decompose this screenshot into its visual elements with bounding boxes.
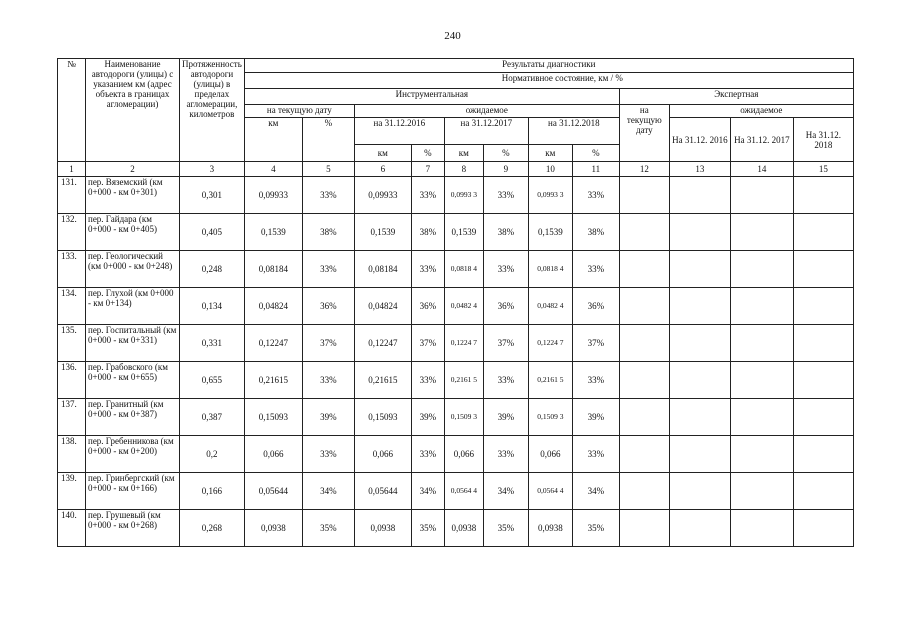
expert-empty-cell [730, 399, 793, 436]
pct-2018: 33% [572, 362, 619, 399]
road-name: пер. Гайдара (км 0+000 - км 0+405) [86, 214, 180, 251]
km-2016: 0,05644 [354, 473, 411, 510]
expert-empty-cell [669, 325, 730, 362]
pct-2017: 38% [483, 214, 528, 251]
expert-empty-cell [669, 436, 730, 473]
pct-current: 36% [302, 288, 354, 325]
header-pct-2017: % [483, 145, 528, 162]
table-row [58, 362, 854, 399]
pct-2018: 33% [572, 251, 619, 288]
table-row [58, 436, 854, 473]
km-2016: 0,15093 [354, 399, 411, 436]
road-name: пер. Геологический (км 0+000 - км 0+248) [86, 251, 180, 288]
pct-2017: 39% [483, 399, 528, 436]
km-current: 0,09933 [244, 177, 302, 214]
header-date-2017: на 31.12.2017 [444, 118, 528, 145]
road-name: пер. Гранитный (км 0+000 - км 0+387) [86, 399, 180, 436]
pct-current: 34% [302, 473, 354, 510]
road-name: пер. Гринбергский (км 0+000 - км 0+166) [86, 473, 180, 510]
km-current: 0,0938 [244, 510, 302, 547]
km-2017: 0,1509 3 [444, 399, 483, 436]
expert-empty-cell [619, 436, 669, 473]
pct-2018: 33% [572, 436, 619, 473]
table-row [58, 214, 854, 251]
col-number: 14 [730, 162, 793, 177]
table-row [58, 473, 854, 510]
col-number: 8 [444, 162, 483, 177]
expert-empty-cell [793, 177, 853, 214]
header-expert-expected: ожидаемое [669, 105, 853, 118]
pct-2016: 33% [411, 436, 444, 473]
header-pct: % [302, 118, 354, 162]
km-2017: 0,0993 3 [444, 177, 483, 214]
km-2017: 0,0564 4 [444, 473, 483, 510]
expert-empty-cell [669, 399, 730, 436]
km-2018: 0,0564 4 [528, 473, 572, 510]
pct-2017: 33% [483, 177, 528, 214]
km-2018: 0,2161 5 [528, 362, 572, 399]
header-km-2017: км [444, 145, 483, 162]
road-length: 0,301 [180, 177, 245, 214]
header-expert: Экспертная [619, 89, 853, 105]
pct-2018: 35% [572, 510, 619, 547]
km-2017: 0,1224 7 [444, 325, 483, 362]
pct-2016: 38% [411, 214, 444, 251]
km-2016: 0,1539 [354, 214, 411, 251]
row-number: 139. [58, 473, 86, 510]
expert-empty-cell [619, 473, 669, 510]
expert-empty-cell [793, 399, 853, 436]
pct-2016: 36% [411, 288, 444, 325]
header-km: км [244, 118, 302, 162]
km-2018: 0,0938 [528, 510, 572, 547]
km-2016: 0,08184 [354, 251, 411, 288]
expert-empty-cell [793, 251, 853, 288]
pct-2018: 36% [572, 288, 619, 325]
km-current: 0,21615 [244, 362, 302, 399]
km-2018: 0,066 [528, 436, 572, 473]
expert-empty-cell [619, 251, 669, 288]
road-length: 0,166 [180, 473, 245, 510]
pct-2018: 39% [572, 399, 619, 436]
pct-2016: 33% [411, 251, 444, 288]
header-instrumental: Инструментальная [244, 89, 619, 105]
expert-empty-cell [669, 362, 730, 399]
pct-2017: 37% [483, 325, 528, 362]
pct-2018: 34% [572, 473, 619, 510]
table-row [58, 177, 854, 214]
header-no: № [58, 59, 86, 162]
page-number: 240 [444, 30, 461, 42]
expert-empty-cell [793, 510, 853, 547]
col-number: 6 [354, 162, 411, 177]
pct-2017: 35% [483, 510, 528, 547]
header-exp-2018: На 31.12. 2018 [793, 118, 853, 162]
expert-empty-cell [669, 214, 730, 251]
km-2016: 0,21615 [354, 362, 411, 399]
col-number: 7 [411, 162, 444, 177]
km-current: 0,12247 [244, 325, 302, 362]
col-number: 13 [669, 162, 730, 177]
expert-empty-cell [730, 251, 793, 288]
road-length: 0,2 [180, 436, 245, 473]
header-date-2016: на 31.12.2016 [354, 118, 444, 145]
km-2017: 0,1539 [444, 214, 483, 251]
pct-2018: 37% [572, 325, 619, 362]
road-length: 0,405 [180, 214, 245, 251]
col-number: 10 [528, 162, 572, 177]
col-number: 12 [619, 162, 669, 177]
header-exp-2016: На 31.12. 2016 [669, 118, 730, 162]
pct-2016: 33% [411, 362, 444, 399]
road-name: пер. Гребенникова (км 0+000 - км 0+200) [86, 436, 180, 473]
expert-empty-cell [730, 362, 793, 399]
col-number: 15 [793, 162, 853, 177]
expert-empty-cell [669, 177, 730, 214]
pct-current: 37% [302, 325, 354, 362]
km-2016: 0,12247 [354, 325, 411, 362]
expert-empty-cell [730, 325, 793, 362]
pct-2017: 33% [483, 251, 528, 288]
km-2017: 0,0938 [444, 510, 483, 547]
km-2018: 0,1224 7 [528, 325, 572, 362]
road-length: 0,655 [180, 362, 245, 399]
expert-empty-cell [793, 436, 853, 473]
row-number: 134. [58, 288, 86, 325]
header-expected: ожидаемое [354, 105, 619, 118]
header-km-2016: км [354, 145, 411, 162]
pct-2016: 37% [411, 325, 444, 362]
pct-current: 33% [302, 251, 354, 288]
expert-empty-cell [619, 177, 669, 214]
col-number: 2 [86, 162, 180, 177]
table-row [58, 251, 854, 288]
expert-empty-cell [793, 288, 853, 325]
pct-2018: 33% [572, 177, 619, 214]
row-number: 131. [58, 177, 86, 214]
pct-2016: 33% [411, 177, 444, 214]
header-name: Наименование автодороги (улицы) с указанием км (адрес объекта в границах агломерации) [86, 59, 180, 162]
header-pct-2016: % [411, 145, 444, 162]
expert-empty-cell [730, 436, 793, 473]
expert-empty-cell [730, 214, 793, 251]
pct-current: 33% [302, 436, 354, 473]
row-number: 138. [58, 436, 86, 473]
pct-current: 33% [302, 177, 354, 214]
road-length: 0,248 [180, 251, 245, 288]
pct-2018: 38% [572, 214, 619, 251]
expert-empty-cell [793, 362, 853, 399]
expert-empty-cell [793, 214, 853, 251]
road-length: 0,268 [180, 510, 245, 547]
road-name: пер. Грабовского (км 0+000 - км 0+655) [86, 362, 180, 399]
col-number: 1 [58, 162, 86, 177]
table-row [58, 399, 854, 436]
km-2017: 0,2161 5 [444, 362, 483, 399]
km-2018: 0,1539 [528, 214, 572, 251]
expert-empty-cell [619, 214, 669, 251]
header-exp-2017: На 31.12. 2017 [730, 118, 793, 162]
expert-empty-cell [619, 362, 669, 399]
expert-empty-cell [669, 510, 730, 547]
km-2018: 0,0993 3 [528, 177, 572, 214]
road-name: пер. Глухой (км 0+000 - км 0+134) [86, 288, 180, 325]
header-date-2018: на 31.12.2018 [528, 118, 619, 145]
row-number: 132. [58, 214, 86, 251]
road-length: 0,134 [180, 288, 245, 325]
road-name: пер. Грушевый (км 0+000 - км 0+268) [86, 510, 180, 547]
km-2017: 0,0482 4 [444, 288, 483, 325]
header-km-2018: км [528, 145, 572, 162]
row-number: 137. [58, 399, 86, 436]
pct-2016: 39% [411, 399, 444, 436]
expert-empty-cell [669, 251, 730, 288]
col-number: 5 [302, 162, 354, 177]
pct-current: 38% [302, 214, 354, 251]
expert-empty-cell [730, 288, 793, 325]
expert-empty-cell [619, 399, 669, 436]
road-length: 0,331 [180, 325, 245, 362]
km-2016: 0,04824 [354, 288, 411, 325]
expert-empty-cell [619, 325, 669, 362]
km-current: 0,08184 [244, 251, 302, 288]
col-number: 11 [572, 162, 619, 177]
pct-2017: 33% [483, 362, 528, 399]
km-2017: 0,0818 4 [444, 251, 483, 288]
km-current: 0,15093 [244, 399, 302, 436]
expert-empty-cell [730, 473, 793, 510]
pct-2017: 33% [483, 436, 528, 473]
header-length: Протяженность автодороги (улицы) в пределах агломерации, километров [180, 59, 245, 162]
diagnostics-table [57, 58, 854, 547]
row-number: 133. [58, 251, 86, 288]
pct-current: 33% [302, 362, 354, 399]
header-normative: Нормативное состояние, км / % [244, 73, 853, 89]
header-expert-current: на текущую дату [619, 105, 669, 162]
km-2016: 0,09933 [354, 177, 411, 214]
expert-empty-cell [793, 325, 853, 362]
km-2017: 0,066 [444, 436, 483, 473]
km-current: 0,1539 [244, 214, 302, 251]
expert-empty-cell [619, 510, 669, 547]
expert-empty-cell [793, 473, 853, 510]
km-2016: 0,0938 [354, 510, 411, 547]
km-current: 0,04824 [244, 288, 302, 325]
road-name: пер. Вяземский (км 0+000 - км 0+301) [86, 177, 180, 214]
expert-empty-cell [619, 288, 669, 325]
col-number: 4 [244, 162, 302, 177]
header-current-date: на текущую дату [244, 105, 354, 118]
header-results: Результаты диагностики [244, 59, 853, 73]
pct-current: 35% [302, 510, 354, 547]
table-row [58, 288, 854, 325]
col-number: 9 [483, 162, 528, 177]
header-pct-2018: % [572, 145, 619, 162]
road-length: 0,387 [180, 399, 245, 436]
km-2018: 0,0818 4 [528, 251, 572, 288]
km-2018: 0,1509 3 [528, 399, 572, 436]
pct-2016: 35% [411, 510, 444, 547]
pct-current: 39% [302, 399, 354, 436]
table-row [58, 510, 854, 547]
row-number: 136. [58, 362, 86, 399]
row-number: 135. [58, 325, 86, 362]
row-number: 140. [58, 510, 86, 547]
km-current: 0,05644 [244, 473, 302, 510]
table-row [58, 325, 854, 362]
pct-2017: 36% [483, 288, 528, 325]
col-number: 3 [180, 162, 245, 177]
km-current: 0,066 [244, 436, 302, 473]
expert-empty-cell [730, 177, 793, 214]
expert-empty-cell [669, 473, 730, 510]
road-name: пер. Госпитальный (км 0+000 - км 0+331) [86, 325, 180, 362]
pct-2017: 34% [483, 473, 528, 510]
km-2018: 0,0482 4 [528, 288, 572, 325]
expert-empty-cell [730, 510, 793, 547]
km-2016: 0,066 [354, 436, 411, 473]
expert-empty-cell [669, 288, 730, 325]
pct-2016: 34% [411, 473, 444, 510]
